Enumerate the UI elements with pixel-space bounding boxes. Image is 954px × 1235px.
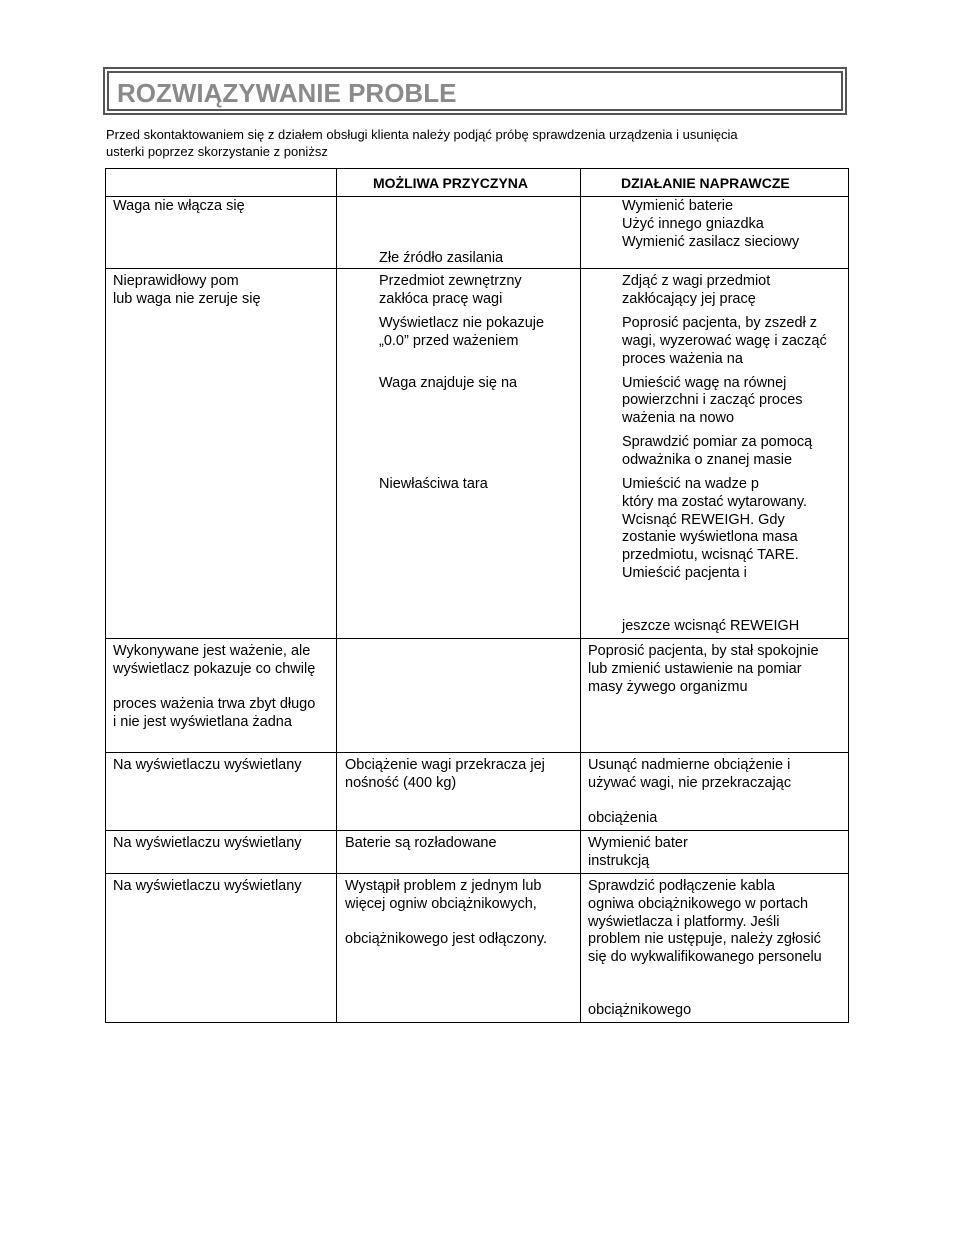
intro-paragraph: [106, 126, 826, 160]
table-cell-action: instrukcją: [588, 853, 650, 869]
table-cell-action: zostanie wyświetlona masa: [622, 529, 798, 545]
table-border-top: [105, 168, 849, 169]
table-cell-action: powierzchni i zacząć proces: [622, 392, 803, 408]
table-cell-cause: Baterie są rozładowane: [345, 835, 497, 851]
table-row-divider: [105, 830, 849, 831]
table-cell-cause: obciążnikowego jest odłączony.: [345, 931, 548, 947]
table-cell-cause: Wystąpił problem z jednym lub: [345, 878, 542, 894]
table-row-divider: [105, 638, 849, 639]
table-cell-action: odważnika o znanej masie: [622, 452, 793, 468]
table-cell-problem: Wykonywane jest ważenie, ale: [113, 643, 311, 659]
table-border-bottom: [105, 1022, 849, 1023]
intro-line-1: Przed skontaktowaniem się z działem obsługi klienta należy podjąć próbę sprawdzenia urządzenia i usunięcia: [106, 127, 738, 142]
table-cell-cause: Złe źródło zasilania: [379, 250, 504, 266]
table-cell-action: lub zmienić ustawienie na pomiar: [588, 661, 802, 677]
table-cell-cause: nośność (400 kg): [345, 775, 457, 791]
table-cell-problem: Na wyświetlaczu wyświetlany: [113, 757, 302, 773]
table-cell-action: ważenia na nowo: [622, 410, 735, 426]
table-cell-action: obciążnikowego: [588, 1002, 692, 1018]
table-cell-problem: i nie jest wyświetlana żadna: [113, 714, 292, 730]
table-cell-action: Sprawdzić pomiar za pomocą: [622, 434, 813, 450]
table-cell-action: Poprosić pacjenta, by stał spokojnie: [588, 643, 819, 659]
troubleshooting-table: [105, 168, 849, 1023]
section-title: ROZWIĄZYWANIE PROBLE: [117, 78, 457, 108]
table-cell-action: zakłócający jej pracę: [622, 291, 756, 307]
table-cell-action: Sprawdzić podłączenie kabla: [588, 878, 775, 894]
table-cell-action: używać wagi, nie przekraczając: [588, 775, 792, 791]
table-border-right: [848, 168, 849, 1023]
header-action: DZIAŁANIE NAPRAWCZE: [621, 175, 790, 191]
table-cell-cause: „0.0” przed ważeniem: [379, 333, 519, 349]
table-cell-action: ogniwa obciążnikowego w portach: [588, 896, 809, 912]
table-cell-cause: Niewłaściwa tara: [379, 476, 488, 492]
table-cell-cause: Przedmiot zewnętrzny: [379, 273, 522, 289]
table-cell-cause: Waga znajduje się na: [379, 375, 518, 391]
table-cell-action: Poprosić pacjenta, by zszedł z: [622, 315, 818, 331]
table-cell-cause: zakłóca pracę wagi: [379, 291, 503, 307]
table-cell-problem: Waga nie włącza się: [113, 198, 245, 214]
table-border-left: [105, 168, 106, 1023]
table-row-divider: [105, 873, 849, 874]
table-cell-action: wyświetlacza i platformy. Jeśli: [588, 914, 780, 930]
table-cell-problem: proces ważenia trwa zbyt długo: [113, 696, 316, 712]
table-cell-action: przedmiotu, wcisnąć TARE.: [622, 547, 799, 563]
table-cell-action: masy żywego organizmu: [588, 679, 748, 695]
table-cell-action: się do wykwalifikowanego personelu: [588, 949, 822, 965]
table-cell-action: Wymienić bater: [588, 835, 688, 851]
table-cell-action: wagi, wyzerować wagę i zacząć: [622, 333, 827, 349]
table-cell-action: Użyć innego gniazdka: [622, 216, 764, 232]
table-cell-action: Umieścić na wadze p: [622, 476, 759, 492]
table-cell-action: Umieścić pacjenta i: [622, 565, 747, 581]
table-cell-action: który ma zostać wytarowany.: [622, 494, 808, 510]
table-cell-cause: Wyświetlacz nie pokazuje: [379, 315, 545, 331]
table-cell-action: Umieścić wagę na równej: [622, 375, 787, 391]
table-row-divider: [105, 268, 849, 269]
table-cell-problem: Nieprawidłowy pom: [113, 273, 239, 289]
table-cell-problem: wyświetlacz pokazuje co chwilę: [113, 661, 316, 677]
table-cell-action: Usunąć nadmierne obciążenie i: [588, 757, 791, 773]
table-cell-action: Wymienić zasilacz sieciowy: [622, 234, 800, 250]
table-cell-cause: Obciążenie wagi przekracza jej: [345, 757, 545, 773]
table-cell-action: obciążenia: [588, 810, 658, 826]
table-cell-problem: lub waga nie zeruje się: [113, 291, 261, 307]
table-column-divider: [336, 168, 337, 1023]
table-cell-cause: więcej ogniw obciążnikowych,: [345, 896, 537, 912]
table-cell-action: problem nie ustępuje, należy zgłosić: [588, 931, 821, 947]
section-title-box: [103, 67, 847, 115]
table-cell-action: Zdjąć z wagi przedmiot: [622, 273, 771, 289]
table-row-divider: [105, 752, 849, 753]
table-column-divider: [580, 168, 581, 1023]
intro-line-2: usterki poprzez skorzystanie z poniższ: [106, 144, 328, 159]
table-cell-action: Wymienić baterie: [622, 198, 734, 214]
table-cell-action: proces ważenia na: [622, 351, 743, 367]
table-cell-problem: Na wyświetlaczu wyświetlany: [113, 878, 302, 894]
header-cause: MOŻLIWA PRZYCZYNA: [373, 175, 529, 191]
table-cell-problem: Na wyświetlaczu wyświetlany: [113, 835, 302, 851]
table-cell-action: Wcisnąć REWEIGH. Gdy: [622, 512, 785, 528]
table-cell-action: jeszcze wcisnąć REWEIGH: [622, 618, 800, 634]
